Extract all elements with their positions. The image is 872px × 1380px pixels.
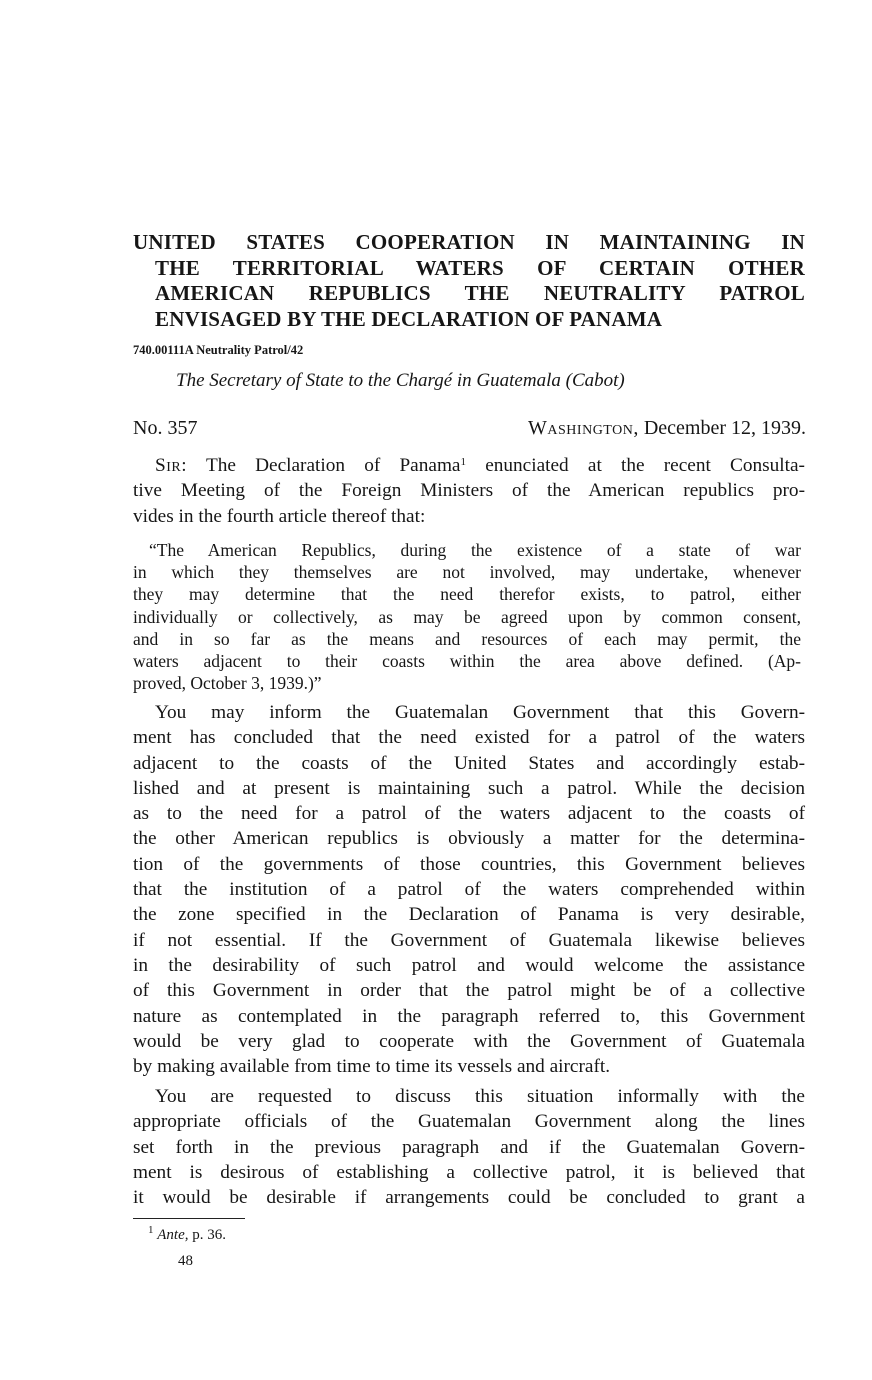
- footnote: [148, 1224, 226, 1244]
- heading-line: THE TERRITORIAL WATERS OF CERTAIN OTHER: [155, 255, 805, 280]
- paragraph-line: appropriate officials of the Guatemalan Government along the lines: [133, 1111, 805, 1133]
- paragraph-line: lished and at present is maintaining such a patrol. While the decision: [133, 777, 805, 799]
- paragraph-line: of this Government in order that the patrol might be of a collective: [133, 980, 805, 1002]
- paragraph-request: [133, 1084, 805, 1210]
- paragraph-line: the zone specified in the Declaration of Panama is very desirable,: [133, 904, 805, 926]
- paragraph-line: tion of the governments of those countries, this Government believes: [133, 853, 805, 875]
- paragraph-line: it would be desirable if arrangements could be concluded to grant a: [133, 1187, 805, 1209]
- quote-line: individually or collectively, as may be agreed upon by common consent,: [133, 606, 801, 627]
- paragraph-line: the other American republics is obviously a matter for the determina-: [133, 828, 805, 850]
- page-number: 48: [178, 1253, 193, 1269]
- paragraph-line: adjacent to the coasts of the United States and accordingly estab-: [133, 752, 805, 774]
- paragraph-line: [133, 453, 805, 478]
- paragraph-line: as to the need for a patrol of the waters adjacent to the coasts of: [133, 803, 805, 825]
- paragraph-line: ment has concluded that the need existed for a patrol of the waters: [133, 727, 805, 749]
- heading-line: ENVISAGED BY THE DECLARATION OF PANAMA: [155, 306, 663, 331]
- paragraph-line: would be very glad to cooperate with the Government of Guatemala: [133, 1030, 805, 1052]
- file-reference: 740.00111A Neutrality Patrol/42: [133, 343, 304, 357]
- quoted-article: [133, 539, 801, 694]
- paragraph-line: set forth in the previous paragraph and if the Guatemalan Govern-: [133, 1136, 805, 1158]
- quote-line: and in so far as the means and resources of each may permit, the: [133, 628, 801, 649]
- quote-line: proved, October 3, 1939.)”: [133, 673, 322, 694]
- paragraph-line: by making available from time to time its vessels and aircraft.: [133, 1056, 611, 1078]
- paragraph-line: if not essential. If the Government of Guatemala likewise believes: [133, 929, 805, 951]
- quote-line: waters adjacent to their coasts within the area above defined. (Ap-: [133, 651, 801, 672]
- footnote-mark: 1: [460, 456, 466, 468]
- paragraph-opening: [133, 453, 805, 529]
- dateline: [528, 417, 806, 440]
- heading-line: AMERICAN REPUBLICS THE NEUTRALITY PATROL: [155, 281, 805, 305]
- paragraph-text: The Declaration of Panama: [205, 455, 461, 476]
- footnote-divider: [133, 1218, 245, 1219]
- document-subheading: The Secretary of State to the Chargé in Guatemala (Cabot): [176, 370, 625, 391]
- paragraph-inform: [133, 700, 805, 1079]
- paragraph-line: that the institution of a patrol of the waters comprehended within: [133, 879, 805, 901]
- document-number: No. 357: [133, 417, 198, 439]
- document-heading: [133, 230, 805, 332]
- paragraph-line: in the desirability of such patrol and would welcome the assistance: [133, 954, 805, 976]
- quote-line: “The American Republics, during the existence of a state of war: [149, 540, 801, 560]
- footnote-mark: 1: [148, 1224, 154, 1236]
- quote-line: in which they themselves are not involved, may undertake, whenever: [133, 562, 801, 583]
- footnote-ref: Ante,: [157, 1227, 189, 1243]
- footnote-page: p. 36.: [192, 1227, 226, 1243]
- dateline-date: December 12, 1939.: [643, 417, 806, 439]
- paragraph-line: tive Meeting of the Foreign Ministers of the American republics pro-: [133, 480, 805, 502]
- heading-line: UNITED STATES COOPERATION IN MAINTAINING IN: [133, 230, 805, 254]
- paragraph-line: ment is desirous of establishing a collective patrol, it is believed that: [133, 1161, 805, 1183]
- paragraph-text: enunciated at the recent Consulta-: [485, 455, 805, 476]
- quote-line: they may determine that the need therefor exists, to patrol, either: [133, 584, 801, 605]
- paragraph-line: You are requested to discuss this situation informally with the: [155, 1086, 805, 1107]
- dateline-place: Washington,: [528, 417, 639, 439]
- paragraph-line: vides in the fourth article thereof that:: [133, 505, 426, 527]
- paragraph-line: nature as contemplated in the paragraph referred to, this Government: [133, 1005, 805, 1027]
- paragraph-line: You may inform the Guatemalan Government that this Govern-: [155, 702, 805, 723]
- salutation: Sir:: [155, 455, 188, 476]
